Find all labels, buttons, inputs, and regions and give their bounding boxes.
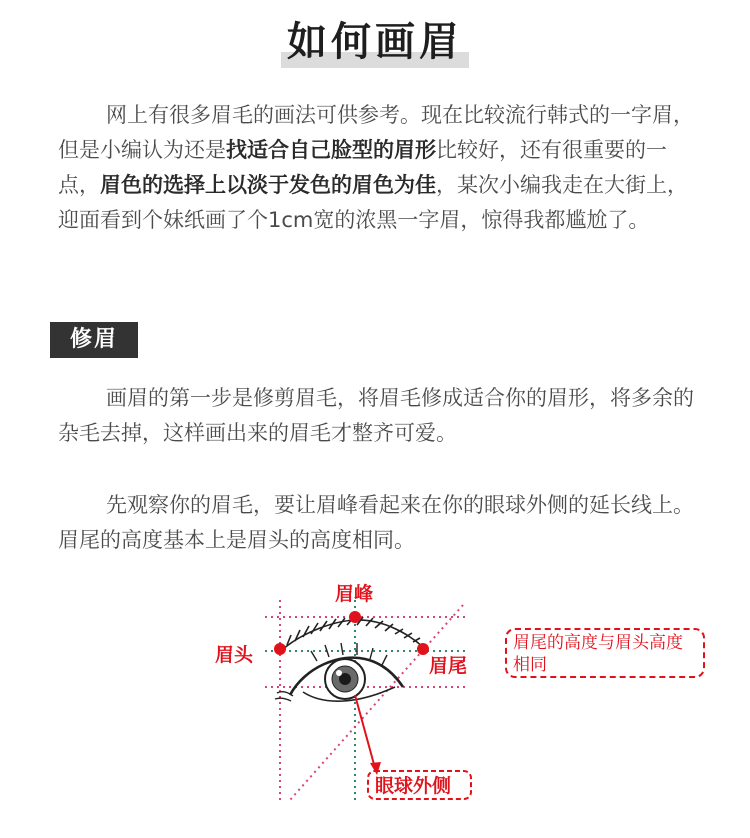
callout-box: 眉尾的高度与眉头高度相同 — [505, 628, 705, 678]
title-wrap — [0, 14, 750, 70]
point-tail — [417, 643, 429, 655]
marker-points — [274, 611, 429, 655]
intro-text-3: ，某次小编我走在大街上，迎面看到个妹纸画了个1cm宽的浓黑一字眉，惊得我都尴尬了。 — [58, 173, 688, 232]
intro-bold-1: 找适合自己脸型的眉形 — [226, 138, 436, 162]
section-paragraph-1: 画眉的第一步是修剪眉毛，将眉毛修成适合你的眉形，将多余的杂毛去掉，这样画出来的眉毛才整齐可爱。 — [58, 386, 694, 445]
intro-paragraph — [58, 98, 698, 238]
point-head — [274, 643, 286, 655]
label-tail: 眉尾 — [429, 655, 468, 677]
section-paragraph-2: 先观察你的眉毛，要让眉峰看起来在你的眼球外侧的延长线上。眉尾的高度基本上是眉头的高度相同。 — [58, 493, 694, 552]
eyebrow-diagram — [205, 575, 505, 810]
intro-text-1: 网上有很多眉毛的画法可供参考。现在比较流行韩式的一字眉，但是小编认为还是 — [58, 103, 694, 162]
point-peak — [349, 611, 361, 623]
label-peak: 眉峰 — [335, 583, 374, 605]
label-head: 眉头 — [215, 644, 254, 666]
intro-text-2: 比较好，还有很重要的一点， — [58, 138, 667, 197]
guide-lines — [265, 600, 467, 800]
label-eyeball: 眼球外侧 — [375, 775, 452, 797]
eyeball-arrow — [355, 695, 381, 775]
intro-bold-2: 眉色的选择上以淡于发色的眉色为佳 — [100, 173, 436, 197]
section-label: 修眉 — [50, 322, 138, 358]
page-title: 如何画眉 — [281, 14, 469, 70]
